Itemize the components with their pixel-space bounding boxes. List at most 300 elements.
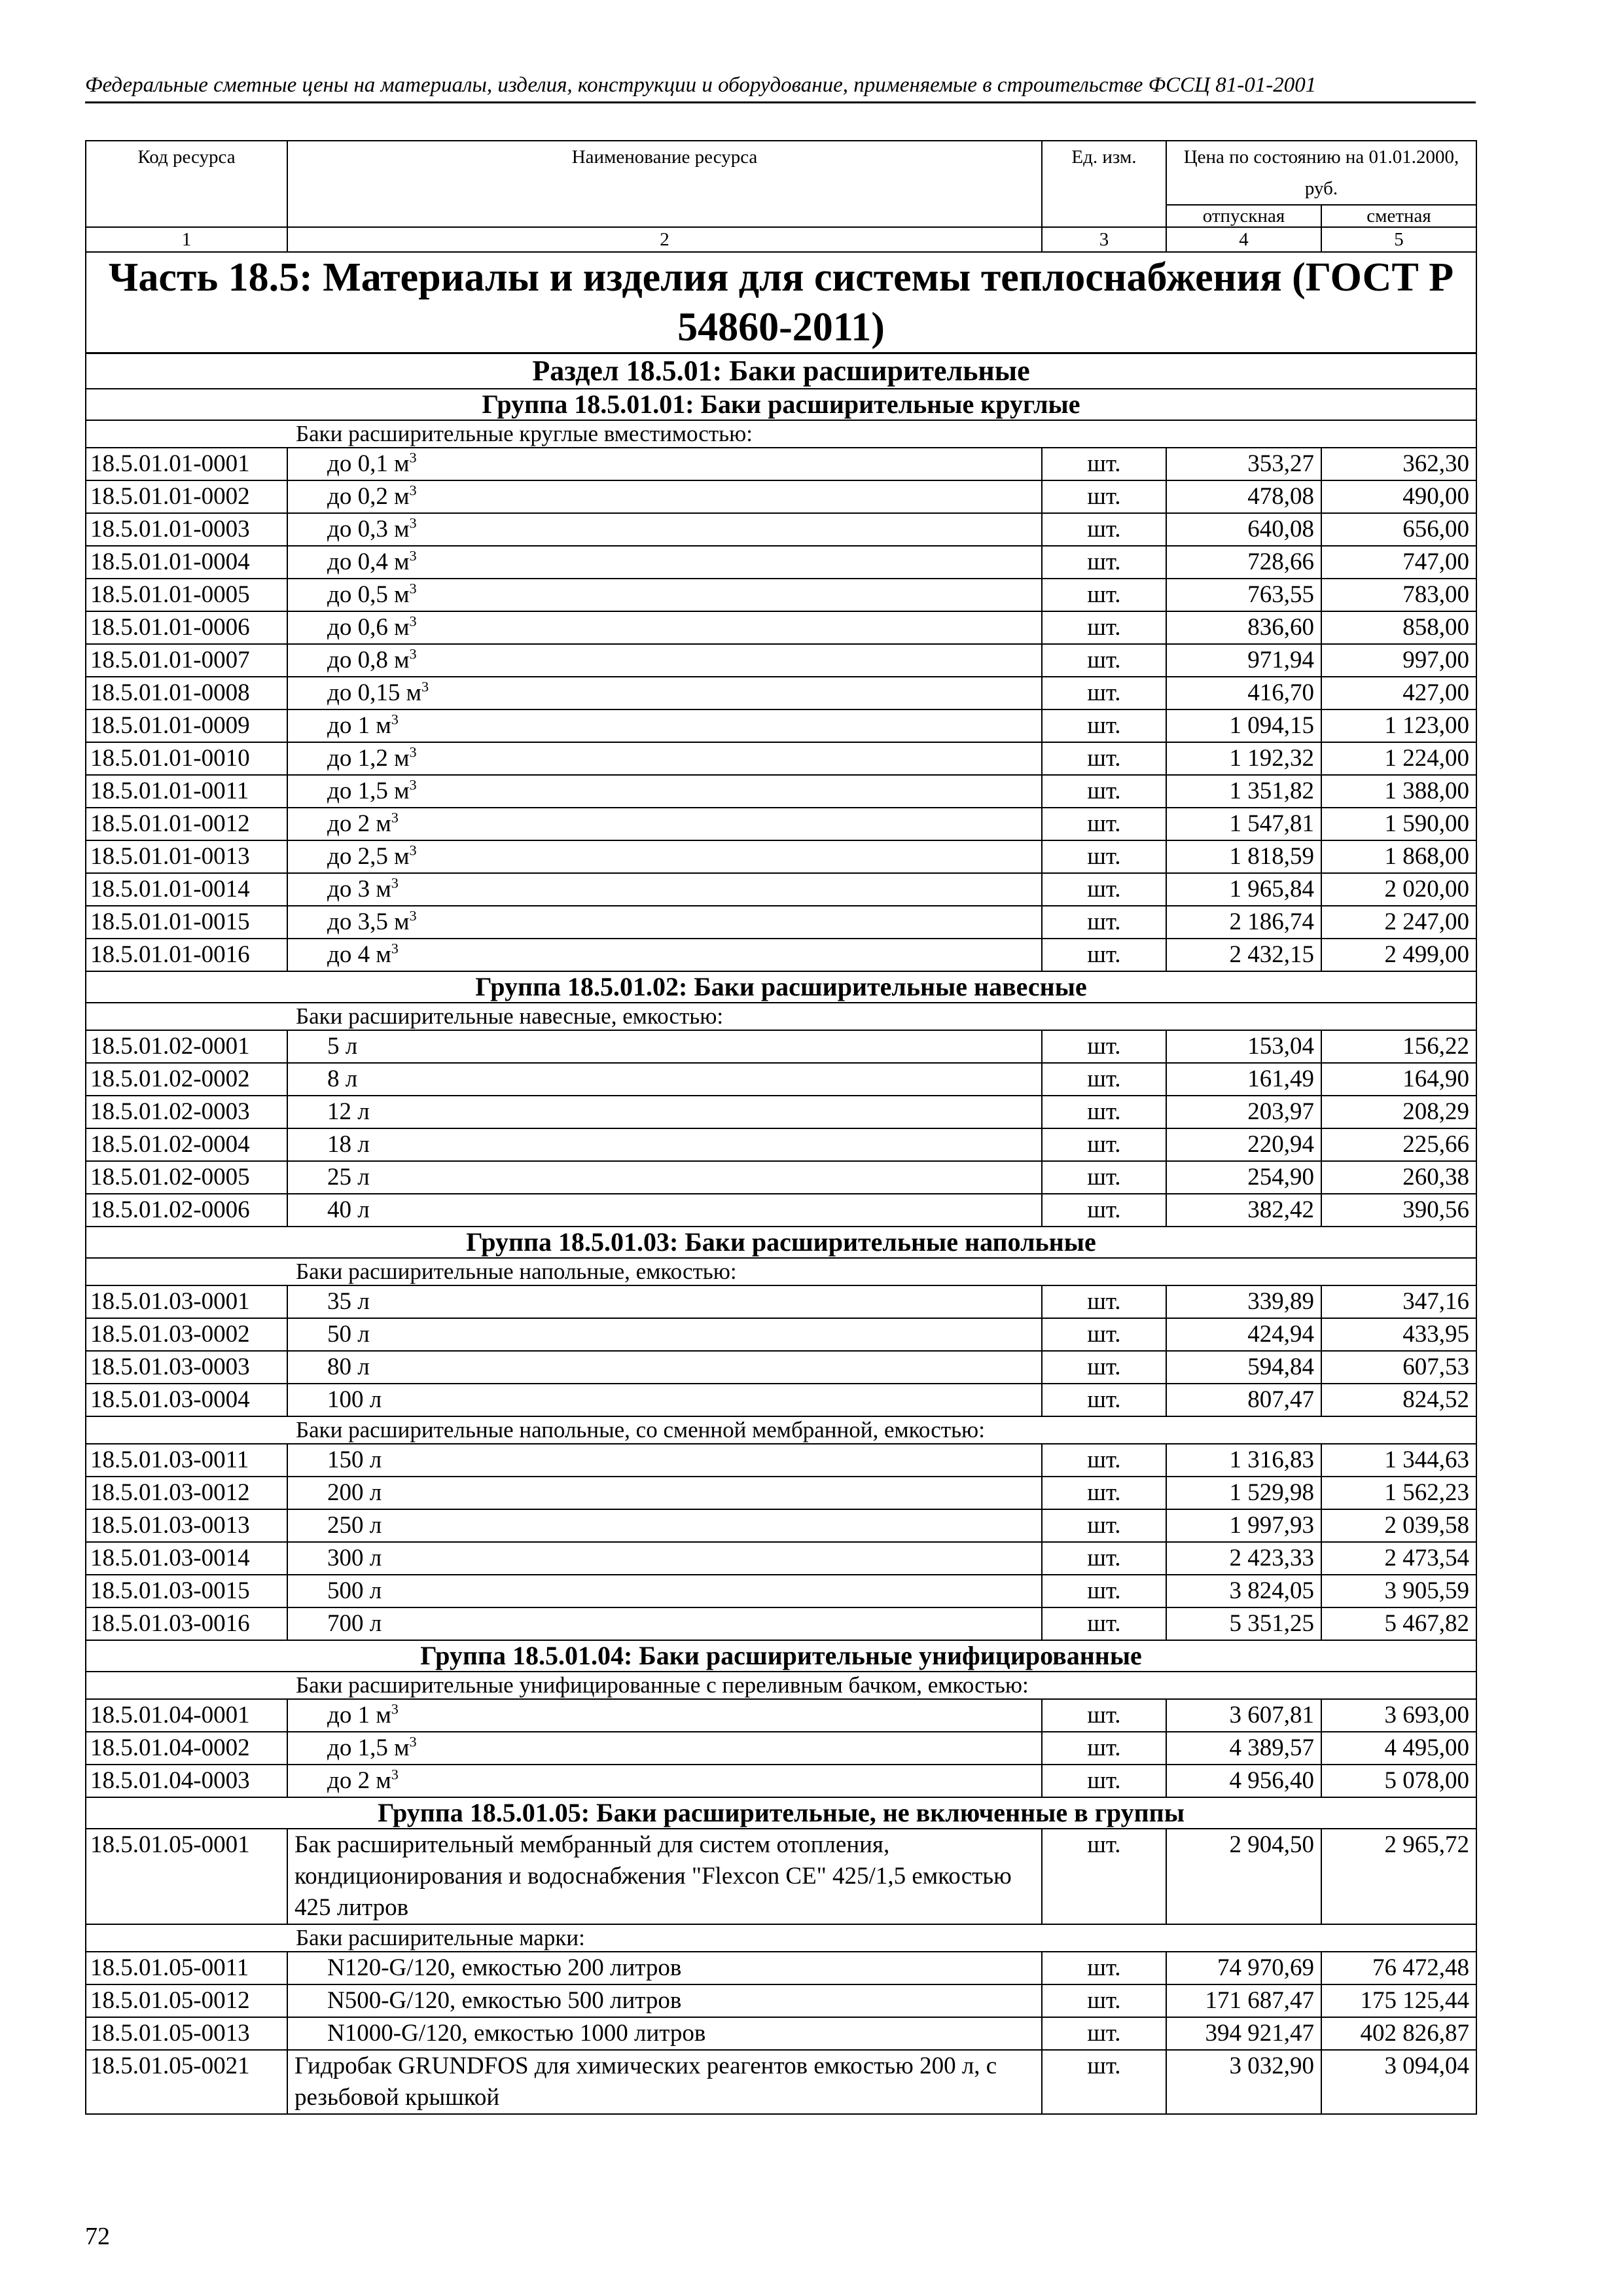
price-estimate: 1 590,00 <box>1321 808 1476 840</box>
resource-code: 18.5.01.03-0003 <box>86 1351 287 1384</box>
table-row <box>86 1952 1476 1984</box>
unit: шт. <box>1042 1509 1166 1542</box>
unit: шт. <box>1042 840 1166 873</box>
price-release: 339,89 <box>1166 1285 1321 1318</box>
price-release: 2 904,50 <box>1166 1829 1321 1924</box>
table-row <box>86 1351 1476 1384</box>
unit: шт. <box>1042 546 1166 579</box>
resource-name-text: 40 л <box>327 1196 370 1223</box>
subheading: Баки расширительные напольные, емкостью: <box>86 1258 1476 1285</box>
resource-name <box>287 775 1042 808</box>
superscript: 3 <box>409 482 417 499</box>
resource-name <box>287 1829 1042 1924</box>
price-release: 171 687,47 <box>1166 1984 1321 2017</box>
table-row <box>86 939 1476 971</box>
price-release: 807,47 <box>1166 1384 1321 1416</box>
price-estimate: 156,22 <box>1321 1030 1476 1063</box>
table-row <box>86 513 1476 546</box>
unit: шт. <box>1042 1318 1166 1351</box>
resource-name <box>287 513 1042 546</box>
price-release: 971,94 <box>1166 644 1321 677</box>
resource-code: 18.5.01.01-0008 <box>86 677 287 709</box>
resource-code: 18.5.01.05-0001 <box>86 1829 287 1924</box>
price-estimate: 1 562,23 <box>1321 1477 1476 1509</box>
resource-name-text: до 2,5 м <box>327 843 410 870</box>
subheading: Баки расширительные напольные, со сменной мембранной, емкостью: <box>86 1416 1476 1444</box>
table-row <box>86 1194 1476 1227</box>
resource-code: 18.5.01.05-0021 <box>86 2050 287 2114</box>
price-release: 1 547,81 <box>1166 808 1321 840</box>
resource-code: 18.5.01.01-0016 <box>86 939 287 971</box>
price-estimate: 427,00 <box>1321 677 1476 709</box>
price-release: 416,70 <box>1166 677 1321 709</box>
resource-name-text: N120-G/120, емкостью 200 литров <box>327 1954 682 1981</box>
unit: шт. <box>1042 2050 1166 2114</box>
resource-code: 18.5.01.01-0006 <box>86 611 287 644</box>
price-estimate: 433,95 <box>1321 1318 1476 1351</box>
table-row <box>86 1607 1476 1640</box>
unit: шт. <box>1042 1444 1166 1477</box>
superscript: 3 <box>409 449 417 466</box>
resource-code: 18.5.01.01-0007 <box>86 644 287 677</box>
superscript: 3 <box>391 711 399 728</box>
table-row <box>86 1765 1476 1797</box>
price-release: 1 965,84 <box>1166 873 1321 906</box>
unit: шт. <box>1042 1607 1166 1640</box>
resource-name-text: до 2 м <box>327 1767 391 1794</box>
table-row <box>86 775 1476 808</box>
unit: шт. <box>1042 1285 1166 1318</box>
unit: шт. <box>1042 742 1166 775</box>
resource-code: 18.5.01.01-0002 <box>86 480 287 513</box>
resource-name <box>287 480 1042 513</box>
resource-name-text: N1000-G/120, емкостью 1000 литров <box>327 2020 706 2047</box>
resource-name <box>287 939 1042 971</box>
price-release: 1 192,32 <box>1166 742 1321 775</box>
resource-name-text: 8 л <box>327 1066 358 1092</box>
unit: шт. <box>1042 1063 1166 1096</box>
price-release: 1 997,93 <box>1166 1509 1321 1542</box>
resource-name <box>287 644 1042 677</box>
resource-name-text: 35 л <box>327 1288 370 1315</box>
resource-name-text: до 0,8 м <box>327 647 410 673</box>
price-estimate: 3 094,04 <box>1321 2050 1476 2114</box>
unit: шт. <box>1042 1351 1166 1384</box>
group-title: Группа 18.5.01.05: Баки расширительные, не включенные в группы <box>86 1797 1476 1829</box>
resource-name-text: Гидробак GRUNDFOS для химических реагентов емкостью 200 л, с резьбовой крышкой <box>294 2053 997 2111</box>
price-release: 2 423,33 <box>1166 1542 1321 1575</box>
resource-code: 18.5.01.01-0014 <box>86 873 287 906</box>
superscript: 3 <box>409 1733 417 1750</box>
table-row <box>86 644 1476 677</box>
group-title: Группа 18.5.01.01: Баки расширительные круглые <box>86 389 1476 420</box>
superscript: 3 <box>421 678 429 695</box>
table-row <box>86 742 1476 775</box>
price-release: 3 607,81 <box>1166 1699 1321 1732</box>
page-number: 72 <box>85 2223 110 2250</box>
table-row <box>86 579 1476 611</box>
unit: шт. <box>1042 677 1166 709</box>
resource-name <box>287 2050 1042 2114</box>
resource-name <box>287 873 1042 906</box>
price-estimate: 4 495,00 <box>1321 1732 1476 1765</box>
superscript: 3 <box>409 613 417 630</box>
resource-name <box>287 1351 1042 1384</box>
table-row <box>86 1096 1476 1128</box>
resource-name <box>287 1542 1042 1575</box>
price-estimate: 208,29 <box>1321 1096 1476 1128</box>
resource-name <box>287 1096 1042 1128</box>
resource-name <box>287 546 1042 579</box>
resource-name <box>287 1575 1042 1607</box>
resource-name <box>287 1444 1042 1477</box>
table-row <box>86 1477 1476 1509</box>
table-row <box>86 611 1476 644</box>
group-title: Группа 18.5.01.04: Баки расширительные унифицированные <box>86 1640 1476 1672</box>
resource-code: 18.5.01.05-0011 <box>86 1952 287 1984</box>
price-release: 203,97 <box>1166 1096 1321 1128</box>
resource-name <box>287 1384 1042 1416</box>
price-estimate: 1 388,00 <box>1321 775 1476 808</box>
subheading: Баки расширительные круглые вместимостью: <box>86 420 1476 448</box>
unit: шт. <box>1042 1384 1166 1416</box>
group-title: Группа 18.5.01.02: Баки расширительные навесные <box>86 971 1476 1003</box>
running-head: Федеральные сметные цены на материалы, изделия, конструкции и оборудование, применяемые в строительстве ФССЦ 81-01-2001 <box>85 73 1476 103</box>
unit: шт. <box>1042 939 1166 971</box>
resource-name-text: 12 л <box>327 1098 370 1125</box>
price-release: 2 186,74 <box>1166 906 1321 939</box>
resource-code: 18.5.01.01-0001 <box>86 448 287 480</box>
table-row <box>86 1285 1476 1318</box>
resource-name-text: 5 л <box>327 1033 358 1060</box>
resource-code: 18.5.01.02-0004 <box>86 1128 287 1161</box>
resource-code: 18.5.01.04-0002 <box>86 1732 287 1765</box>
price-estimate: 260,38 <box>1321 1161 1476 1194</box>
superscript: 3 <box>409 842 417 859</box>
part-title: Часть 18.5: Материалы и изделия для системы теплоснабжения (ГОСТ Р 54860-2011) <box>86 252 1476 353</box>
price-release: 394 921,47 <box>1166 2017 1321 2050</box>
subheading: Баки расширительные марки: <box>86 1924 1476 1952</box>
unit: шт. <box>1042 1952 1166 1984</box>
unit: шт. <box>1042 1699 1166 1732</box>
resource-code: 18.5.01.01-0004 <box>86 546 287 579</box>
price-estimate: 2 473,54 <box>1321 1542 1476 1575</box>
price-release: 3 824,05 <box>1166 1575 1321 1607</box>
superscript: 3 <box>409 776 417 793</box>
resource-name-text: 50 л <box>327 1321 370 1348</box>
table-row <box>86 873 1476 906</box>
resource-code: 18.5.01.01-0012 <box>86 808 287 840</box>
resource-name-text: до 0,4 м <box>327 548 410 575</box>
resource-name <box>287 1477 1042 1509</box>
unit: шт. <box>1042 480 1166 513</box>
table-row <box>86 2017 1476 2050</box>
column-number: 5 <box>1321 227 1476 252</box>
resource-code: 18.5.01.03-0002 <box>86 1318 287 1351</box>
subheading: Баки расширительные унифицированные с переливным бачком, емкостью: <box>86 1672 1476 1699</box>
unit: шт. <box>1042 2017 1166 2050</box>
table-row <box>86 2050 1476 2114</box>
resource-name <box>287 808 1042 840</box>
price-estimate: 824,52 <box>1321 1384 1476 1416</box>
resource-code: 18.5.01.05-0013 <box>86 2017 287 2050</box>
resource-code: 18.5.01.01-0005 <box>86 579 287 611</box>
price-estimate: 2 020,00 <box>1321 873 1476 906</box>
subheading: Баки расширительные навесные, емкостью: <box>86 1003 1476 1030</box>
price-estimate: 5 078,00 <box>1321 1765 1476 1797</box>
table-row <box>86 1161 1476 1194</box>
resource-name <box>287 1194 1042 1227</box>
price-release: 1 351,82 <box>1166 775 1321 808</box>
price-release: 254,90 <box>1166 1161 1321 1194</box>
price-release: 424,94 <box>1166 1318 1321 1351</box>
price-release: 161,49 <box>1166 1063 1321 1096</box>
price-release: 353,27 <box>1166 448 1321 480</box>
price-release: 836,60 <box>1166 611 1321 644</box>
resource-name <box>287 742 1042 775</box>
resource-name <box>287 1509 1042 1542</box>
price-estimate: 225,66 <box>1321 1128 1476 1161</box>
price-table <box>85 140 1477 2115</box>
price-estimate: 997,00 <box>1321 644 1476 677</box>
price-estimate: 2 247,00 <box>1321 906 1476 939</box>
resource-code: 18.5.01.02-0003 <box>86 1096 287 1128</box>
resource-name-text: 700 л <box>327 1610 382 1637</box>
price-release: 1 094,15 <box>1166 709 1321 742</box>
resource-name <box>287 1128 1042 1161</box>
price-release: 1 529,98 <box>1166 1477 1321 1509</box>
resource-code: 18.5.01.01-0015 <box>86 906 287 939</box>
resource-name <box>287 677 1042 709</box>
resource-name <box>287 840 1042 873</box>
resource-name-text: 80 л <box>327 1354 370 1380</box>
header-name: Наименование ресурса <box>287 141 1042 227</box>
resource-code: 18.5.01.03-0014 <box>86 1542 287 1575</box>
superscript: 3 <box>409 907 417 924</box>
resource-code: 18.5.01.03-0013 <box>86 1509 287 1542</box>
price-release: 4 956,40 <box>1166 1765 1321 1797</box>
resource-name <box>287 1732 1042 1765</box>
price-release: 1 316,83 <box>1166 1444 1321 1477</box>
unit: шт. <box>1042 579 1166 611</box>
resource-code: 18.5.01.02-0002 <box>86 1063 287 1096</box>
unit: шт. <box>1042 1128 1166 1161</box>
unit: шт. <box>1042 808 1166 840</box>
resource-name-text: до 1 м <box>327 1702 391 1729</box>
unit: шт. <box>1042 1984 1166 2017</box>
group-title: Группа 18.5.01.03: Баки расширительные напольные <box>86 1227 1476 1258</box>
price-release: 728,66 <box>1166 546 1321 579</box>
price-estimate: 390,56 <box>1321 1194 1476 1227</box>
price-release: 1 818,59 <box>1166 840 1321 873</box>
resource-name <box>287 1984 1042 2017</box>
resource-name-text: 100 л <box>327 1386 382 1413</box>
price-release: 594,84 <box>1166 1351 1321 1384</box>
header-price-estimate: сметная <box>1321 205 1476 227</box>
resource-name-text: до 1,5 м <box>327 778 410 804</box>
table-row <box>86 1542 1476 1575</box>
table-row <box>86 1984 1476 2017</box>
section-title: Раздел 18.5.01: Баки расширительные <box>86 353 1476 389</box>
resource-name-text: до 3 м <box>327 876 391 903</box>
price-estimate: 2 965,72 <box>1321 1829 1476 1924</box>
superscript: 3 <box>409 547 417 564</box>
column-number: 4 <box>1166 227 1321 252</box>
resource-code: 18.5.01.03-0012 <box>86 1477 287 1509</box>
price-release: 74 970,69 <box>1166 1952 1321 1984</box>
unit: шт. <box>1042 906 1166 939</box>
table-row <box>86 1732 1476 1765</box>
column-number: 2 <box>287 227 1042 252</box>
resource-name-text: до 0,6 м <box>327 614 410 641</box>
superscript: 3 <box>391 1700 399 1717</box>
price-estimate: 164,90 <box>1321 1063 1476 1096</box>
unit: шт. <box>1042 873 1166 906</box>
resource-name <box>287 579 1042 611</box>
resource-name <box>287 1161 1042 1194</box>
table-row <box>86 808 1476 840</box>
superscript: 3 <box>391 809 399 826</box>
superscript: 3 <box>391 874 399 891</box>
header-price-group: Цена по состоянию на 01.01.2000, руб. <box>1166 141 1476 205</box>
resource-name <box>287 1318 1042 1351</box>
resource-name-text: 150 л <box>327 1446 382 1473</box>
resource-name-text: до 0,5 м <box>327 581 410 608</box>
unit: шт. <box>1042 644 1166 677</box>
unit: шт. <box>1042 1030 1166 1063</box>
resource-name <box>287 1952 1042 1984</box>
table-row <box>86 546 1476 579</box>
resource-code: 18.5.01.04-0003 <box>86 1765 287 1797</box>
resource-code: 18.5.01.03-0015 <box>86 1575 287 1607</box>
price-estimate: 2 499,00 <box>1321 939 1476 971</box>
table-row <box>86 1063 1476 1096</box>
resource-code: 18.5.01.01-0003 <box>86 513 287 546</box>
price-estimate: 175 125,44 <box>1321 1984 1476 2017</box>
unit: шт. <box>1042 1542 1166 1575</box>
resource-name-text: до 1,2 м <box>327 745 410 772</box>
unit: шт. <box>1042 1575 1166 1607</box>
resource-name <box>287 1699 1042 1732</box>
resource-name <box>287 709 1042 742</box>
resource-name-text: до 1,5 м <box>327 1734 410 1761</box>
resource-code: 18.5.01.03-0004 <box>86 1384 287 1416</box>
price-release: 153,04 <box>1166 1030 1321 1063</box>
table-row <box>86 677 1476 709</box>
unit: шт. <box>1042 1477 1166 1509</box>
price-estimate: 347,16 <box>1321 1285 1476 1318</box>
price-estimate: 490,00 <box>1321 480 1476 513</box>
unit: шт. <box>1042 1194 1166 1227</box>
resource-name-text: до 2 м <box>327 810 391 837</box>
table-row <box>86 1699 1476 1732</box>
unit: шт. <box>1042 1765 1166 1797</box>
header-code: Код ресурса <box>86 141 287 227</box>
resource-name <box>287 2017 1042 2050</box>
table-row <box>86 1384 1476 1416</box>
resource-name-text: до 1 м <box>327 712 391 739</box>
superscript: 3 <box>409 580 417 597</box>
resource-name-text: до 0,2 м <box>327 483 410 510</box>
unit: шт. <box>1042 1732 1166 1765</box>
resource-name-text: 500 л <box>327 1577 382 1604</box>
unit: шт. <box>1042 448 1166 480</box>
resource-name <box>287 1030 1042 1063</box>
superscript: 3 <box>391 1766 399 1783</box>
price-release: 2 432,15 <box>1166 939 1321 971</box>
header-price-release: отпускная <box>1166 205 1321 227</box>
unit: шт. <box>1042 1161 1166 1194</box>
price-estimate: 362,30 <box>1321 448 1476 480</box>
resource-name <box>287 1765 1042 1797</box>
resource-name-text: до 0,15 м <box>327 679 421 706</box>
resource-name <box>287 611 1042 644</box>
price-estimate: 1 224,00 <box>1321 742 1476 775</box>
resource-code: 18.5.01.05-0012 <box>86 1984 287 2017</box>
resource-name <box>287 1285 1042 1318</box>
superscript: 3 <box>409 514 417 531</box>
resource-code: 18.5.01.03-0016 <box>86 1607 287 1640</box>
resource-name-text: 200 л <box>327 1479 382 1506</box>
superscript: 3 <box>391 940 399 957</box>
price-estimate: 607,53 <box>1321 1351 1476 1384</box>
column-number: 3 <box>1042 227 1166 252</box>
price-release: 220,94 <box>1166 1128 1321 1161</box>
resource-code: 18.5.01.01-0011 <box>86 775 287 808</box>
resource-name-text: N500-G/120, емкостью 500 литров <box>327 1987 682 2014</box>
table-row <box>86 448 1476 480</box>
resource-name-text: 18 л <box>327 1131 370 1158</box>
resource-name-text: до 3,5 м <box>327 908 410 935</box>
table-row <box>86 1444 1476 1477</box>
price-estimate: 656,00 <box>1321 513 1476 546</box>
resource-code: 18.5.01.03-0011 <box>86 1444 287 1477</box>
table-row <box>86 840 1476 873</box>
resource-code: 18.5.01.02-0001 <box>86 1030 287 1063</box>
superscript: 3 <box>409 645 417 662</box>
price-estimate: 747,00 <box>1321 546 1476 579</box>
resource-code: 18.5.01.02-0006 <box>86 1194 287 1227</box>
price-estimate: 76 472,48 <box>1321 1952 1476 1984</box>
unit: шт. <box>1042 611 1166 644</box>
resource-code: 18.5.01.02-0005 <box>86 1161 287 1194</box>
resource-code: 18.5.01.01-0013 <box>86 840 287 873</box>
price-estimate: 402 826,87 <box>1321 2017 1476 2050</box>
resource-name-text: до 4 м <box>327 941 391 968</box>
resource-name <box>287 906 1042 939</box>
table-row <box>86 906 1476 939</box>
price-estimate: 3 905,59 <box>1321 1575 1476 1607</box>
unit: шт. <box>1042 1096 1166 1128</box>
table-row <box>86 1318 1476 1351</box>
resource-name-text: 250 л <box>327 1512 382 1539</box>
price-estimate: 5 467,82 <box>1321 1607 1476 1640</box>
resource-name-text: до 0,3 м <box>327 516 410 543</box>
price-estimate: 3 693,00 <box>1321 1699 1476 1732</box>
header-unit: Ед. изм. <box>1042 141 1166 227</box>
resource-code: 18.5.01.01-0010 <box>86 742 287 775</box>
price-release: 763,55 <box>1166 579 1321 611</box>
resource-code: 18.5.01.01-0009 <box>86 709 287 742</box>
resource-name <box>287 1063 1042 1096</box>
table-row <box>86 1509 1476 1542</box>
table-row <box>86 1575 1476 1607</box>
price-release: 478,08 <box>1166 480 1321 513</box>
price-release: 640,08 <box>1166 513 1321 546</box>
price-release: 5 351,25 <box>1166 1607 1321 1640</box>
price-estimate: 1 868,00 <box>1321 840 1476 873</box>
unit: шт. <box>1042 1829 1166 1924</box>
